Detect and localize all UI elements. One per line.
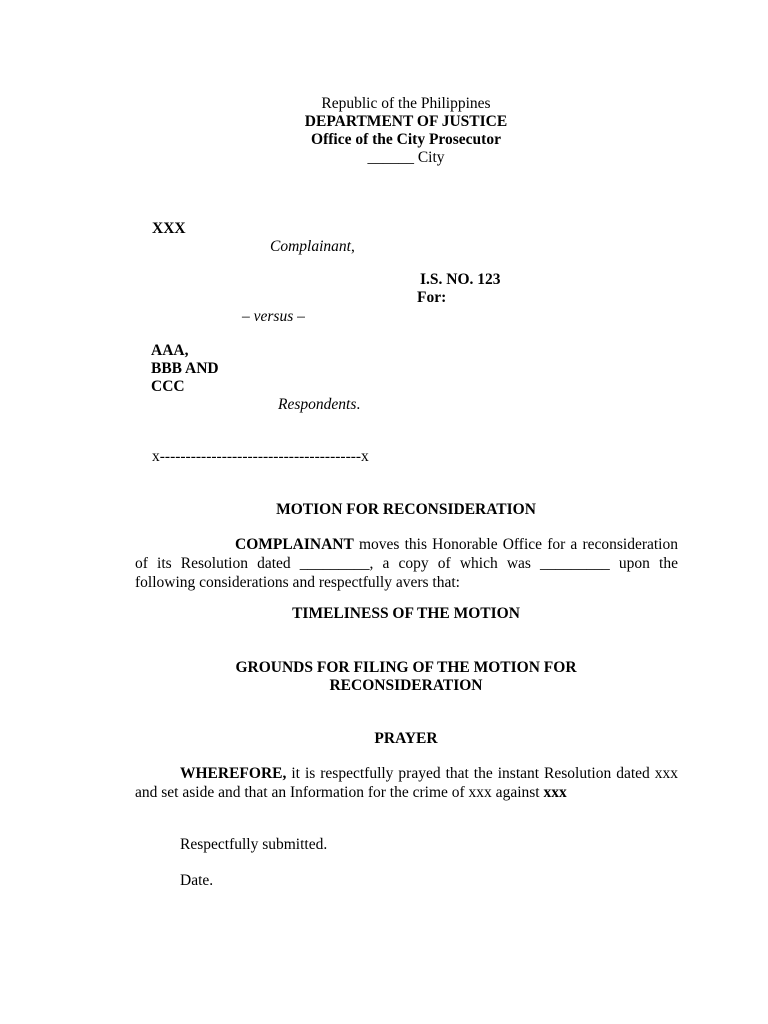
respondent-aaa: AAA, xyxy=(151,342,189,359)
case-number: I.S. NO. 123 xyxy=(420,271,501,288)
intro-text: moves this Honorable Office for a reconsideration of its Resolution dated _________, a copy of which was _________ upon the following considerations and respectfully avers that: xyxy=(135,536,678,591)
case-for: For: xyxy=(417,289,447,306)
timeliness-heading: TIMELINESS OF THE MOTION xyxy=(292,605,520,622)
closing-line: Respectfully submitted. xyxy=(180,836,328,853)
versus-label: – versus – xyxy=(242,308,305,325)
motion-title: MOTION FOR RECONSIDERATION xyxy=(276,501,536,518)
city-line: ______ City xyxy=(367,149,445,166)
prayer-end-bold: xxx xyxy=(543,784,567,801)
prayer-text: it is respectfully prayed that the instant Resolution dated xxx and set aside and that an Information for the crime of xxx against xyxy=(135,765,678,801)
respondents-role: Respondents. xyxy=(278,396,361,413)
office-line: Office of the City Prosecutor xyxy=(311,131,501,148)
prayer-paragraph xyxy=(135,764,678,802)
republic-line: Republic of the Philippines xyxy=(321,95,491,112)
prayer-bold: WHEREFORE, xyxy=(180,765,287,782)
prayer-heading: PRAYER xyxy=(374,730,438,747)
caption-divider: x---------------------------------------x xyxy=(152,448,369,465)
department-line: DEPARTMENT OF JUSTICE xyxy=(304,113,508,130)
date-label: Date. xyxy=(180,872,214,889)
grounds-heading-line2: RECONSIDERATION xyxy=(329,677,483,694)
complainant-role: Complainant, xyxy=(270,238,355,255)
intro-bold: COMPLAINANT xyxy=(235,536,354,553)
complainant-role-text: Complainant xyxy=(270,238,351,255)
grounds-heading-line1: GROUNDS FOR FILING OF THE MOTION FOR xyxy=(235,659,577,676)
respondent-bbb: BBB AND xyxy=(151,360,219,377)
complainant-name: XXX xyxy=(152,220,186,237)
respondents-role-text: Respondents xyxy=(278,396,357,413)
intro-paragraph xyxy=(135,535,678,592)
respondent-ccc: CCC xyxy=(151,378,185,395)
